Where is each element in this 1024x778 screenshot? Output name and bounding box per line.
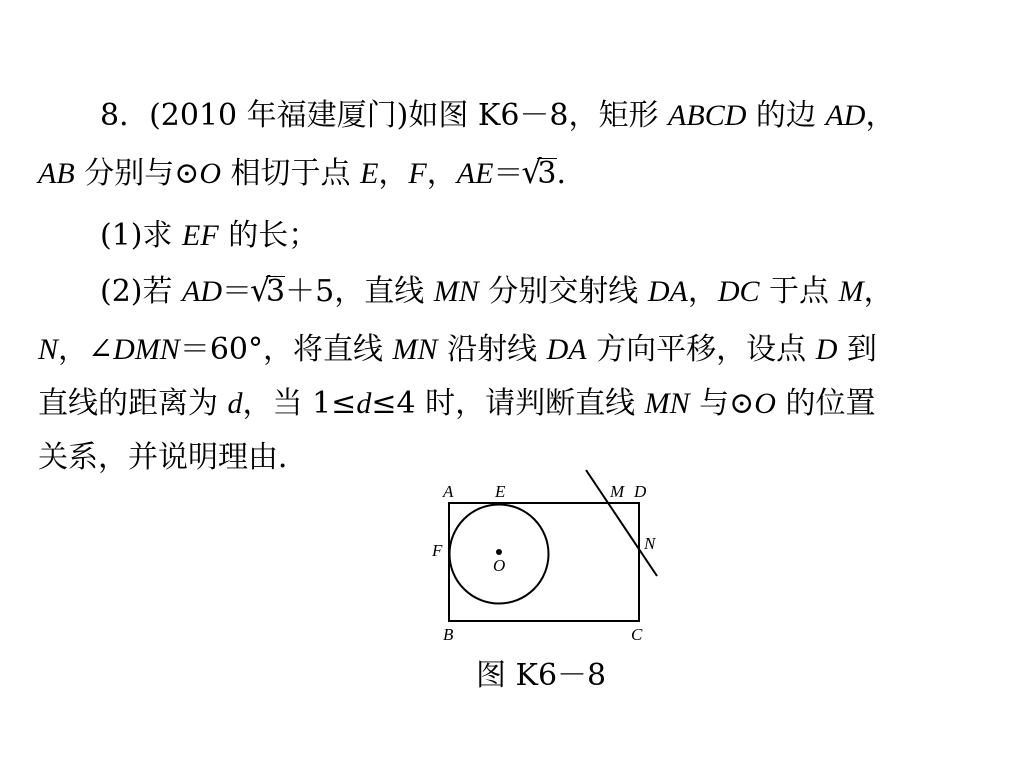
problem-text: 的边: [746, 98, 826, 133]
problem-text: 与⊙: [689, 386, 755, 421]
rect-label: ABCD: [668, 99, 747, 132]
problem-text: ，∠: [58, 332, 114, 367]
ray-da: DA: [647, 275, 688, 308]
part-1-prefix: (1)求: [100, 218, 183, 253]
problem-text: 的位置: [775, 386, 876, 421]
sqrt-value: 3: [266, 274, 286, 309]
punct: ，: [863, 274, 894, 309]
point-d: D: [815, 333, 838, 366]
point-n: N: [38, 333, 59, 366]
line-mn: MN: [392, 333, 438, 366]
problem-text: 到: [837, 332, 877, 367]
line-mn: MN: [644, 387, 690, 420]
problem-text: ＝60°，将直线: [179, 332, 393, 367]
ray-da: DA: [546, 333, 587, 366]
problem-text: ＋5，直线: [285, 274, 434, 309]
label-o: O: [493, 556, 506, 575]
problem-text: 关系，并说明理由．: [38, 440, 308, 475]
punct: ，: [687, 274, 718, 309]
problem-text: 直线的距离为: [38, 386, 228, 421]
point-f: F: [408, 157, 427, 190]
equals-sign: ＝: [493, 156, 524, 191]
punct: ，: [865, 98, 896, 133]
figure-caption: 图 K6－8: [476, 658, 607, 693]
label-e: E: [495, 482, 506, 501]
variable-d: d: [227, 387, 243, 420]
sqrt-value: 3: [537, 156, 557, 191]
label-b: B: [443, 625, 454, 644]
circle-o: O: [754, 387, 776, 420]
problem-text: 分别交射线: [478, 274, 648, 309]
punct: ，: [378, 156, 409, 191]
segment-ae: AE: [456, 157, 494, 190]
label-c: C: [631, 625, 643, 644]
variable-d: d: [356, 387, 372, 420]
line-mn: MN: [433, 275, 479, 308]
problem-text: 分别与⊙: [74, 156, 200, 191]
punct: ，: [426, 156, 457, 191]
side-ad: AD: [182, 275, 223, 308]
segment-ef: EF: [182, 219, 219, 252]
problem-text: ≤4 时，请判断直线: [371, 386, 645, 421]
punct: .: [556, 156, 567, 191]
label-m: M: [610, 482, 625, 501]
rectangle-abcd: [449, 503, 639, 621]
center-point-o: [496, 549, 502, 555]
side-ad: AD: [825, 99, 866, 132]
label-a: A: [443, 482, 454, 501]
label-d: D: [634, 482, 647, 501]
problem-text: 沿射线: [437, 332, 547, 367]
part-2-prefix: (2)若: [100, 274, 183, 309]
problem-text: ，当 1≤: [242, 386, 357, 421]
circle-o: O: [199, 157, 222, 190]
ray-dc: DC: [717, 275, 760, 308]
problem-intro: 8．(2010 年福建厦门)如图 K6－8，矩形: [100, 98, 669, 133]
problem-text: 方向平移，设点: [586, 332, 816, 367]
angle-dmn: DMN: [113, 333, 180, 366]
problem-text: 于点: [759, 274, 839, 309]
equals-sign: ＝: [222, 274, 253, 309]
point-e: E: [360, 157, 379, 190]
side-ab: AB: [38, 157, 75, 190]
label-f: F: [432, 541, 443, 560]
problem-text: 相切于点: [221, 156, 361, 191]
part-1-suffix: 的长；: [218, 218, 319, 253]
point-m: M: [838, 275, 864, 308]
label-n: N: [644, 534, 656, 553]
